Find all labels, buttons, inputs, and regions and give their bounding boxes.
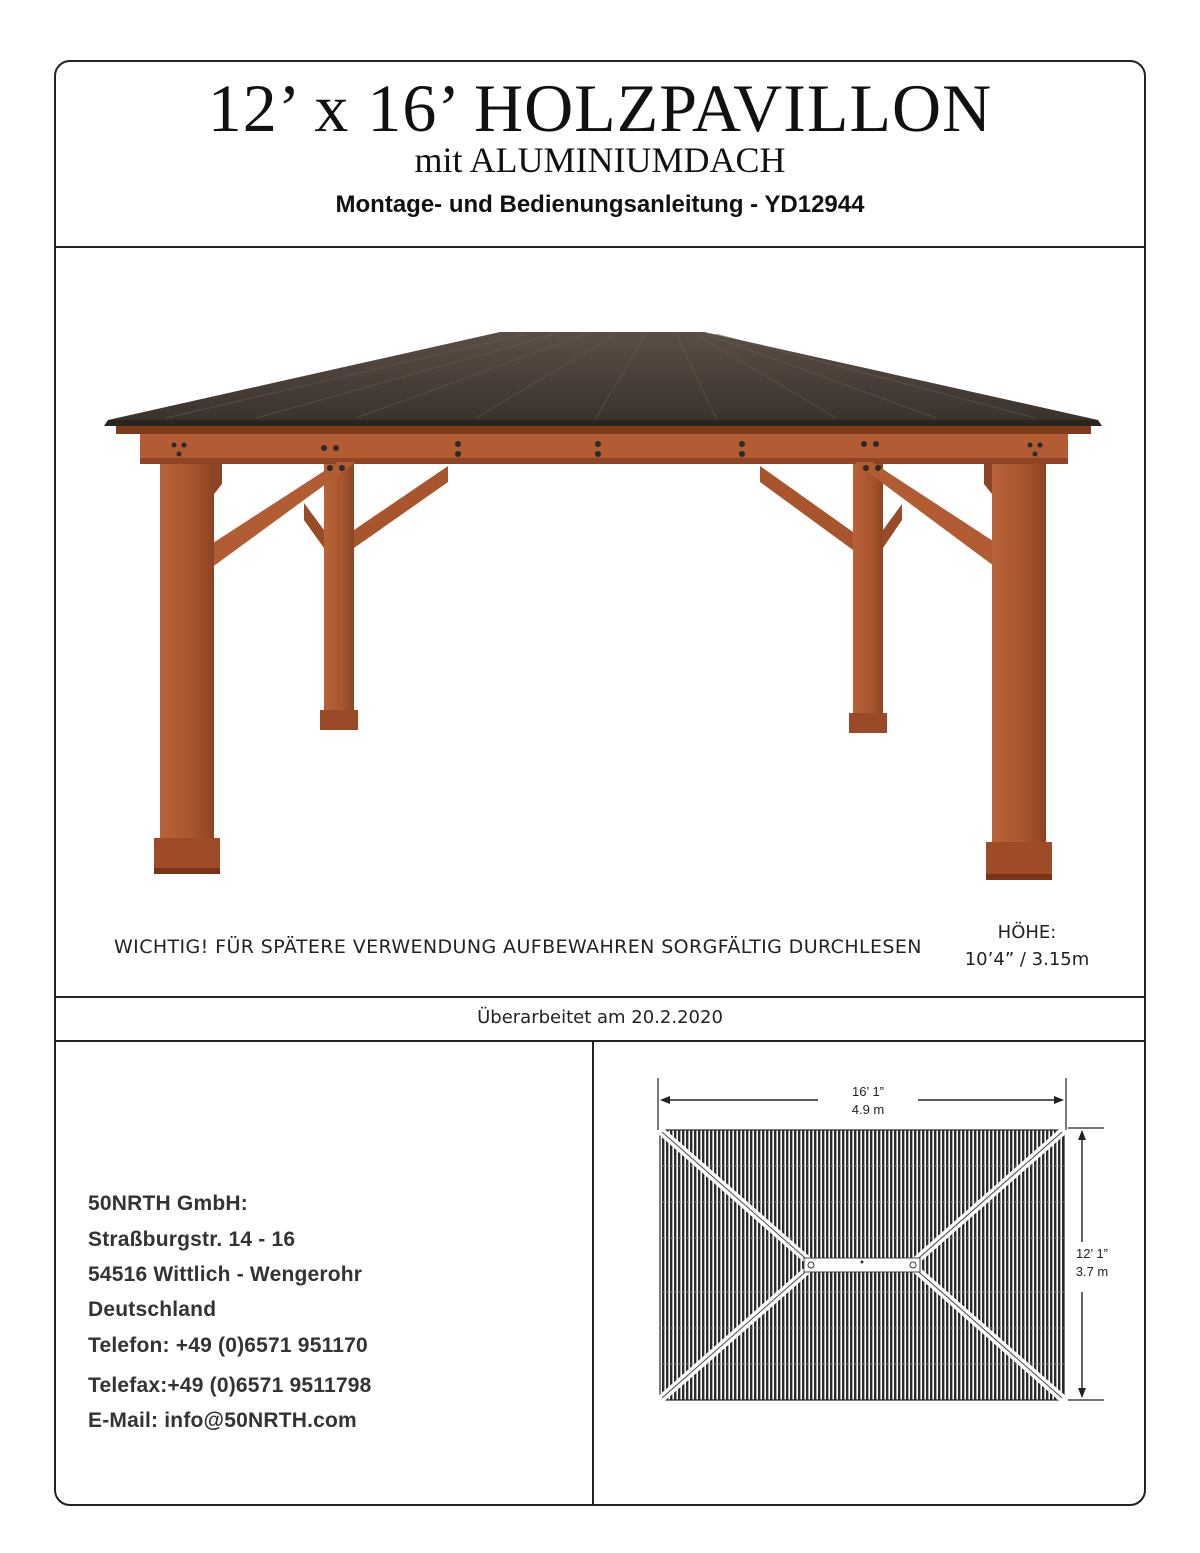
country: Deutschland	[88, 1298, 217, 1321]
gazebo-illustration	[56, 248, 1146, 998]
page-subtitle: mit ALUMINIUMDACH	[414, 140, 786, 180]
phone-number: Telefon: +49 (0)6571 951170	[88, 1334, 368, 1357]
city-address: 54516 Wittlich - Wengerohr	[88, 1263, 363, 1286]
width-imperial: 16’ 1”	[851, 1084, 885, 1099]
roof-plan-diagram	[594, 1042, 1146, 1506]
revision-date: Überarbeitet am 20.2.2020	[56, 998, 1144, 1042]
width-metric: 4.9 m	[851, 1102, 885, 1117]
hero-section	[56, 248, 1144, 998]
header	[56, 62, 1144, 248]
street-address: Straßburgstr. 14 - 16	[88, 1228, 296, 1251]
manual-title: Montage- und Bedienungsanleitung - YD12944	[335, 191, 865, 218]
page-title: 12’ x 16’ HOLZPAVILLON	[207, 70, 993, 146]
contact-block	[56, 1042, 594, 1506]
company-name: 50NRTH GmbH:	[88, 1192, 248, 1215]
page-frame	[54, 60, 1146, 1506]
important-note: WICHTIG! FÜR SPÄTERE VERWENDUNG AUFBEWAHREN SORGFÄLTIG DURCHLESEN	[114, 936, 922, 958]
roof-plan-section	[594, 1042, 1146, 1506]
fax-number: Telefax:+49 (0)6571 9511798	[88, 1374, 372, 1397]
height-value: 10’4” / 3.15m	[964, 949, 1090, 970]
height-info	[952, 920, 1102, 974]
depth-metric: 3.7 m	[1075, 1264, 1109, 1279]
email-address: E-Mail: info@50NRTH.com	[88, 1409, 357, 1432]
depth-imperial: 12’ 1”	[1075, 1246, 1109, 1261]
height-label: HÖHE:	[997, 922, 1057, 943]
